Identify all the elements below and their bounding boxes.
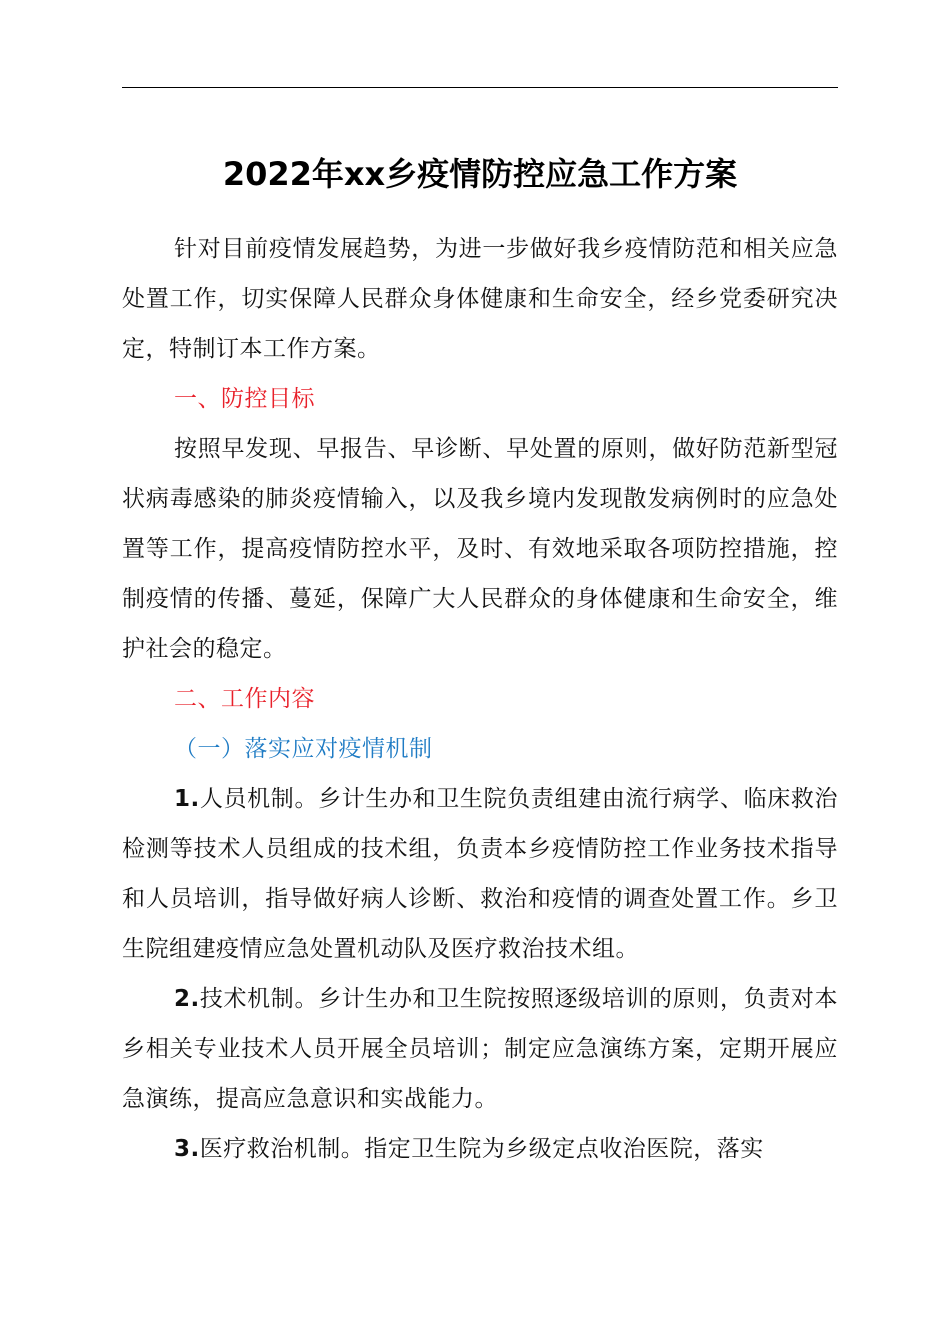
item-text: 人员机制。乡计生办和卫生院负责组建由流行病学、临床救治检测等技术人员组成的技术组，负责本乡疫情防控工作业务技术指导和人员培训，指导做好病人诊断、救治和疫情的调查处置工作。乡卫生院组建疫情应急处置机动队及医疗救治技术组。	[122, 786, 838, 962]
list-item	[122, 774, 838, 974]
header-rule	[122, 87, 838, 88]
item-text: 医疗救治机制。指定卫生院为乡级定点收治医院，落实	[199, 1136, 764, 1162]
item-number: 2.	[174, 986, 200, 1012]
document-title: 2022年xx乡疫情防控应急工作方案	[222, 155, 738, 193]
item-text: 技术机制。乡计生办和卫生院按照逐级培训的原则，负责对本乡相关专业技术人员开展全员培训；制定应急演练方案，定期开展应急演练，提高应急意识和实战能力。	[122, 986, 838, 1112]
document-body	[122, 224, 838, 1174]
section-heading-work-content: 二、工作内容	[174, 686, 315, 712]
subsection-heading-mechanism: （一）落实应对疫情机制	[174, 736, 433, 762]
list-item	[122, 1124, 838, 1174]
item-number: 1.	[174, 786, 200, 812]
goals-paragraph: 按照早发现、早报告、早诊断、早处置的原则，做好防范新型冠状病毒感染的肺炎疫情输入，以及我乡境内发现散发病例时的应急处置等工作，提高疫情防控水平，及时、有效地采取各项防控措施，控制疫情的传播、蔓延，保障广大人民群众的身体健康和生命安全，维护社会的稳定。	[122, 436, 838, 662]
list-item	[122, 974, 838, 1124]
item-number: 3.	[174, 1136, 200, 1162]
intro-paragraph: 针对目前疫情发展趋势，为进一步做好我乡疫情防范和相关应急处置工作，切实保障人民群众身体健康和生命安全，经乡党委研究决定，特制订本工作方案。	[122, 236, 838, 362]
section-heading-goals: 一、防控目标	[174, 386, 315, 412]
